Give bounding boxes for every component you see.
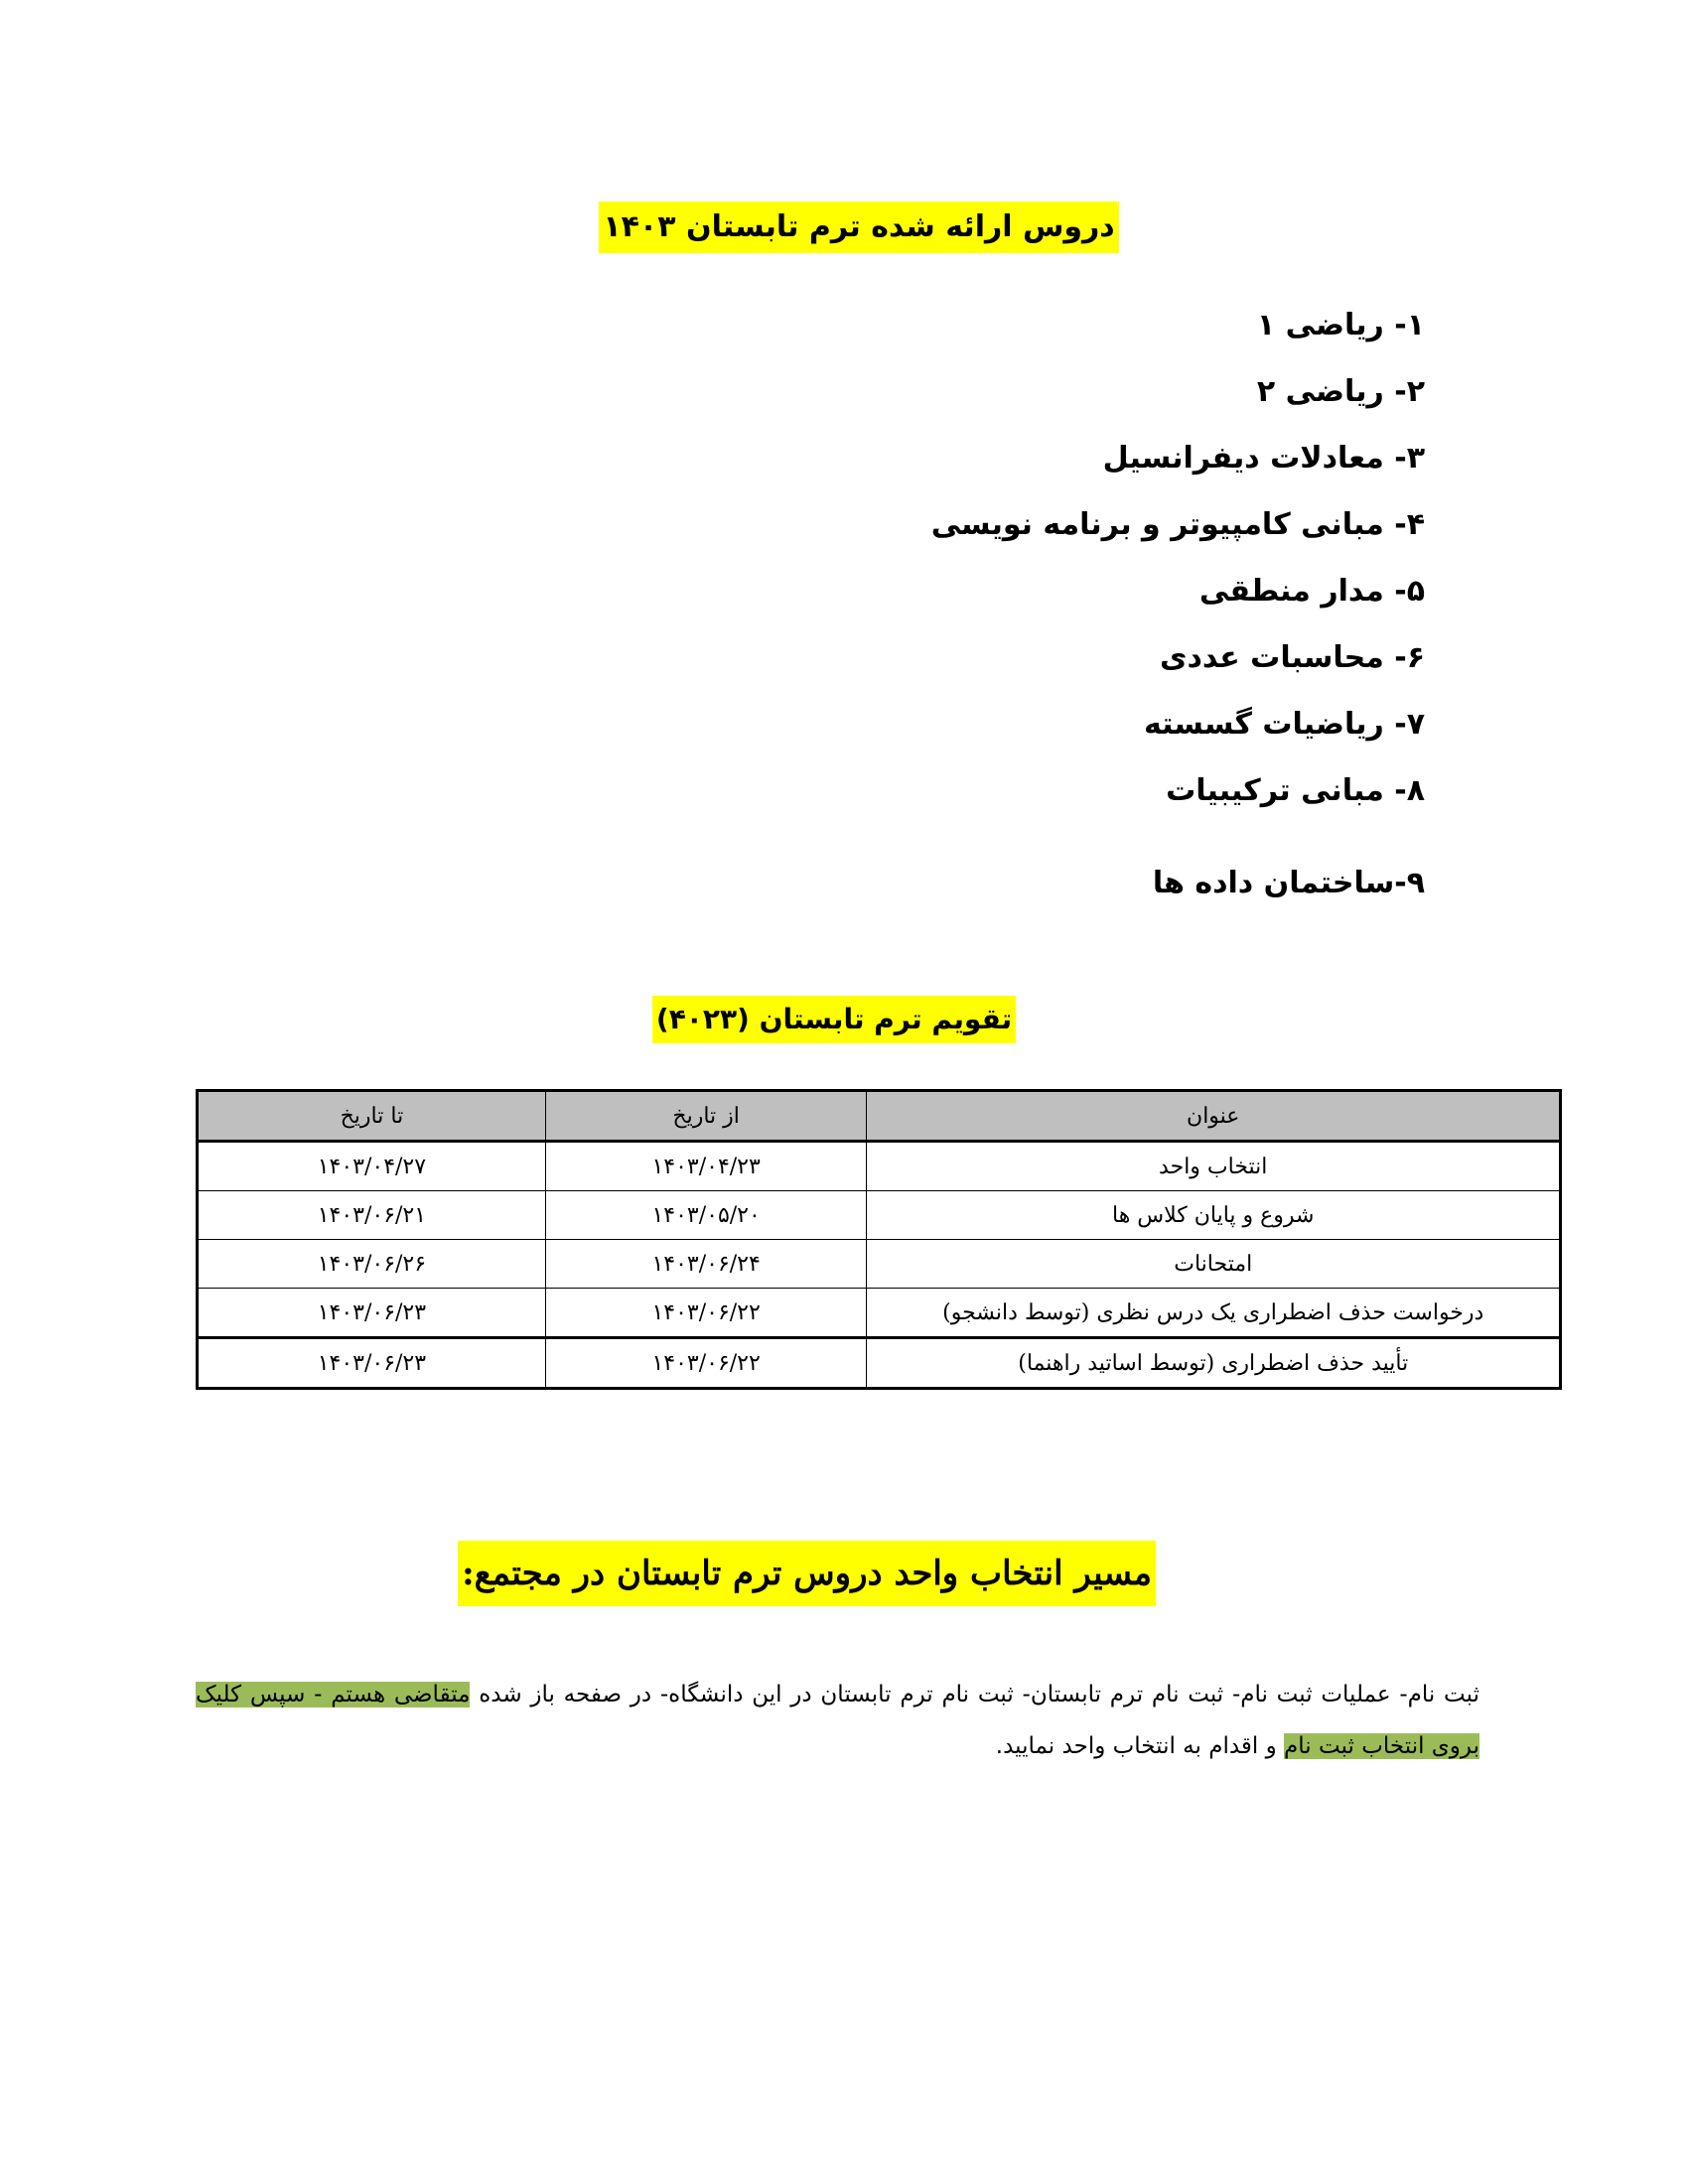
course-item: ۱- ریاضی ۱ <box>1256 308 1425 342</box>
cell-to-date: ۱۴۰۳/۰۶/۲۱ <box>198 1191 546 1240</box>
route-highlight: متقاضی هستم - سپس کلیک بروی انتخاب ثبت نام <box>196 1682 1479 1759</box>
cell-title: تأیید حذف اضطراری (توسط اساتید راهنما) <box>867 1338 1561 1389</box>
table-row <box>198 1289 1561 1338</box>
calendar-title: تقویم ترم تابستان (۴۰۲۳) <box>652 996 1016 1043</box>
cell-title: انتخاب واحد <box>867 1142 1561 1191</box>
cell-from-date: ۱۴۰۳/۰۶/۲۲ <box>545 1289 867 1338</box>
table-row <box>198 1338 1561 1389</box>
title-container <box>0 202 1688 253</box>
calendar-title-container <box>0 996 1688 1043</box>
cell-to-date: ۱۴۰۳/۰۶/۲۳ <box>198 1289 546 1338</box>
course-item: ۲- ریاضی ۲ <box>1256 374 1425 409</box>
course-item: ۴- مبانی کامپیوتر و برنامه نویسی <box>930 507 1425 542</box>
course-item: ۸- مبانی ترکیبیات <box>1166 773 1425 808</box>
route-text-part2: و اقدام به انتخاب واحد نمایید. <box>995 1733 1285 1759</box>
course-list <box>931 298 1425 922</box>
cell-title: امتحانات <box>867 1240 1561 1289</box>
header-to-date: تا تاریخ <box>198 1091 546 1142</box>
cell-title: شروع و پایان کلاس ها <box>867 1191 1561 1240</box>
table-row <box>198 1142 1561 1191</box>
route-title-container <box>0 1541 1688 1606</box>
cell-from-date: ۱۴۰۳/۰۶/۲۴ <box>545 1240 867 1289</box>
cell-to-date: ۱۴۰۳/۰۶/۲۶ <box>198 1240 546 1289</box>
route-title: مسیر انتخاب واحد دروس ترم تابستان در مجتمع: <box>458 1541 1156 1606</box>
cell-from-date: ۱۴۰۳/۰۶/۲۲ <box>545 1338 867 1389</box>
cell-from-date: ۱۴۰۳/۰۵/۲۰ <box>545 1191 867 1240</box>
course-item: ۶- محاسبات عددی <box>1160 640 1425 675</box>
course-item: ۷- ریاضیات گسسته <box>1143 707 1425 742</box>
document-title: دروس ارائه شده ترم تابستان ۱۴۰۳ <box>599 202 1118 253</box>
table-row <box>198 1240 1561 1289</box>
header-from-date: از تاریخ <box>545 1091 867 1142</box>
header-title: عنوان <box>867 1091 1561 1142</box>
course-item: ۳- معادلات دیفرانسیل <box>1102 441 1425 476</box>
table-header-row <box>198 1091 1561 1142</box>
route-text-part1: ثبت نام- عملیات ثبت نام- ثبت نام ترم تابستان- ثبت نام ترم تابستان در این دانشگاه- در صفحه باز شده <box>470 1682 1479 1707</box>
cell-to-date: ۱۴۰۳/۰۴/۲۷ <box>198 1142 546 1191</box>
route-instructions <box>196 1669 1479 1772</box>
cell-from-date: ۱۴۰۳/۰۴/۲۳ <box>545 1142 867 1191</box>
table-row <box>198 1191 1561 1240</box>
course-item: ۹-ساختمان داده ها <box>1152 866 1425 900</box>
cell-title: درخواست حذف اضطراری یک درس نظری (توسط دانشجو) <box>867 1289 1561 1338</box>
course-item: ۵- مدار منطقی <box>1198 574 1425 609</box>
cell-to-date: ۱۴۰۳/۰۶/۲۳ <box>198 1338 546 1389</box>
calendar-table <box>196 1089 1562 1390</box>
